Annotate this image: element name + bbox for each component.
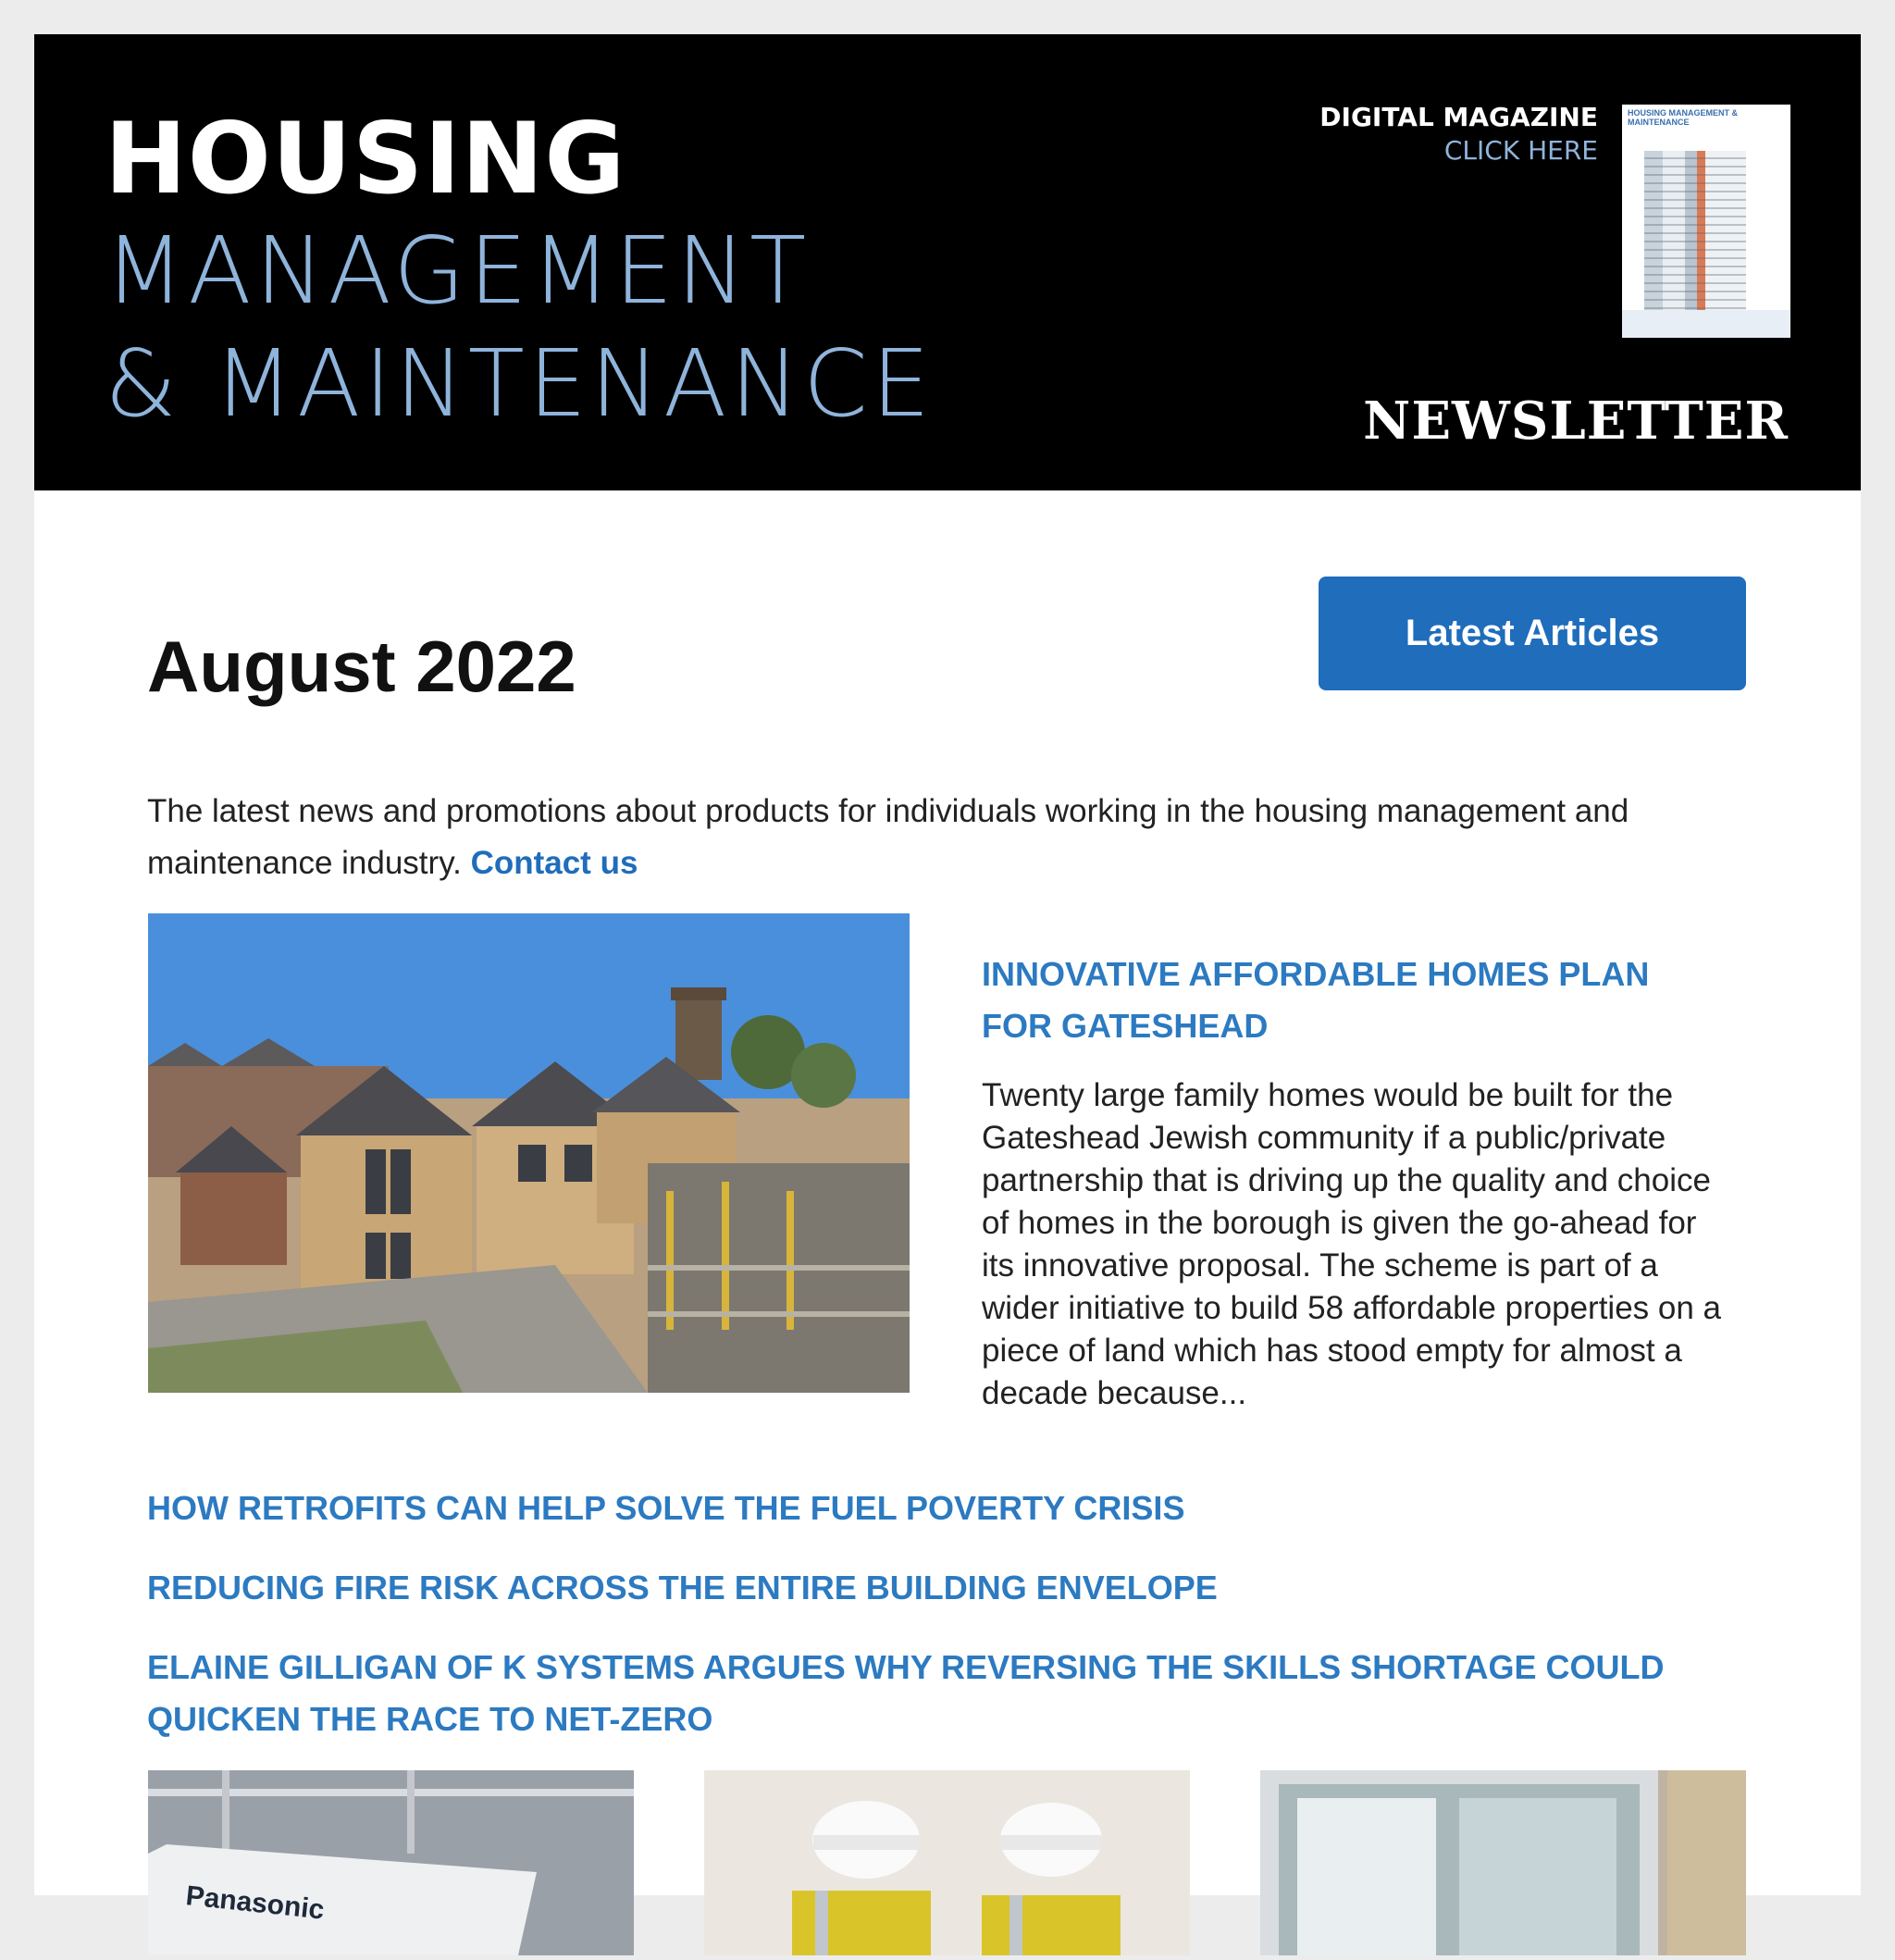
digital-magazine-label: DIGITAL MAGAZINE <box>1319 102 1598 132</box>
intro-paragraph <box>147 786 1757 889</box>
brand-line-housing: HOUSING <box>105 102 626 216</box>
feature-article-image[interactable] <box>148 913 910 1393</box>
brand-line-management: MANAGEMENT <box>105 217 811 325</box>
cover-tower-building <box>1644 151 1746 316</box>
brand-line-maintenance: & MAINTENANCE <box>105 329 935 438</box>
newsletter-page <box>34 34 1861 1926</box>
newsletter-label: NEWSLETTER <box>1363 391 1789 452</box>
newsletter-header <box>34 34 1861 490</box>
brand-logo[interactable] <box>105 104 934 440</box>
cover-strip <box>1622 310 1790 338</box>
feature-article-summary: Twenty large family homes would be built for the Gateshead Jewish community if a public/private partnership that is driving up the quality and choice of homes in the borough is given the go-ahead for its innovative proposal. The scheme is part of a wider initiative to build 58 affordable properties on a piece of land which has stood empty for almost a decade because... <box>982 1077 1722 1411</box>
headline-link-fire-risk[interactable]: REDUCING FIRE RISK ACROSS THE ENTIRE BUILDING ENVELOPE <box>147 1569 1218 1606</box>
latest-articles-button[interactable]: Latest Articles <box>1319 577 1746 690</box>
magazine-cover-image[interactable] <box>1622 105 1790 338</box>
thumbnail-panasonic[interactable] <box>148 1770 634 1955</box>
headline-link-skills-shortage[interactable]: ELAINE GILLIGAN OF K SYSTEMS ARGUES WHY REVERSING THE SKILLS SHORTAGE COULD QUICKEN THE RACE TO NET-ZERO <box>147 1648 1665 1738</box>
issue-date: August 2022 <box>147 626 576 707</box>
thumbnail-window[interactable] <box>1260 1770 1746 1955</box>
contact-us-link[interactable]: Contact us <box>470 845 638 881</box>
window-frame-photo <box>1260 1770 1746 1955</box>
construction-workers-photo <box>704 1770 1190 1955</box>
intro-text: The latest news and promotions about products for individuals working in the housing management and maintenance industry. <box>147 793 1629 881</box>
cover-title: HOUSING MANAGEMENT & MAINTENANCE <box>1628 108 1738 127</box>
feature-article-title[interactable]: INNOVATIVE AFFORDABLE HOMES PLAN FOR GATESHEAD <box>982 955 1650 1045</box>
click-here-label: CLICK HERE <box>1443 135 1598 166</box>
panasonic-brand-label: Panasonic <box>184 1880 326 1926</box>
digital-magazine-link[interactable] <box>1319 101 1598 167</box>
thumbnail-workers[interactable] <box>704 1770 1190 1955</box>
panasonic-unit-photo <box>148 1770 634 1955</box>
housing-construction-photo <box>148 913 910 1393</box>
headline-link-retrofits[interactable]: HOW RETROFITS CAN HELP SOLVE THE FUEL POVERTY CRISIS <box>147 1489 1185 1527</box>
